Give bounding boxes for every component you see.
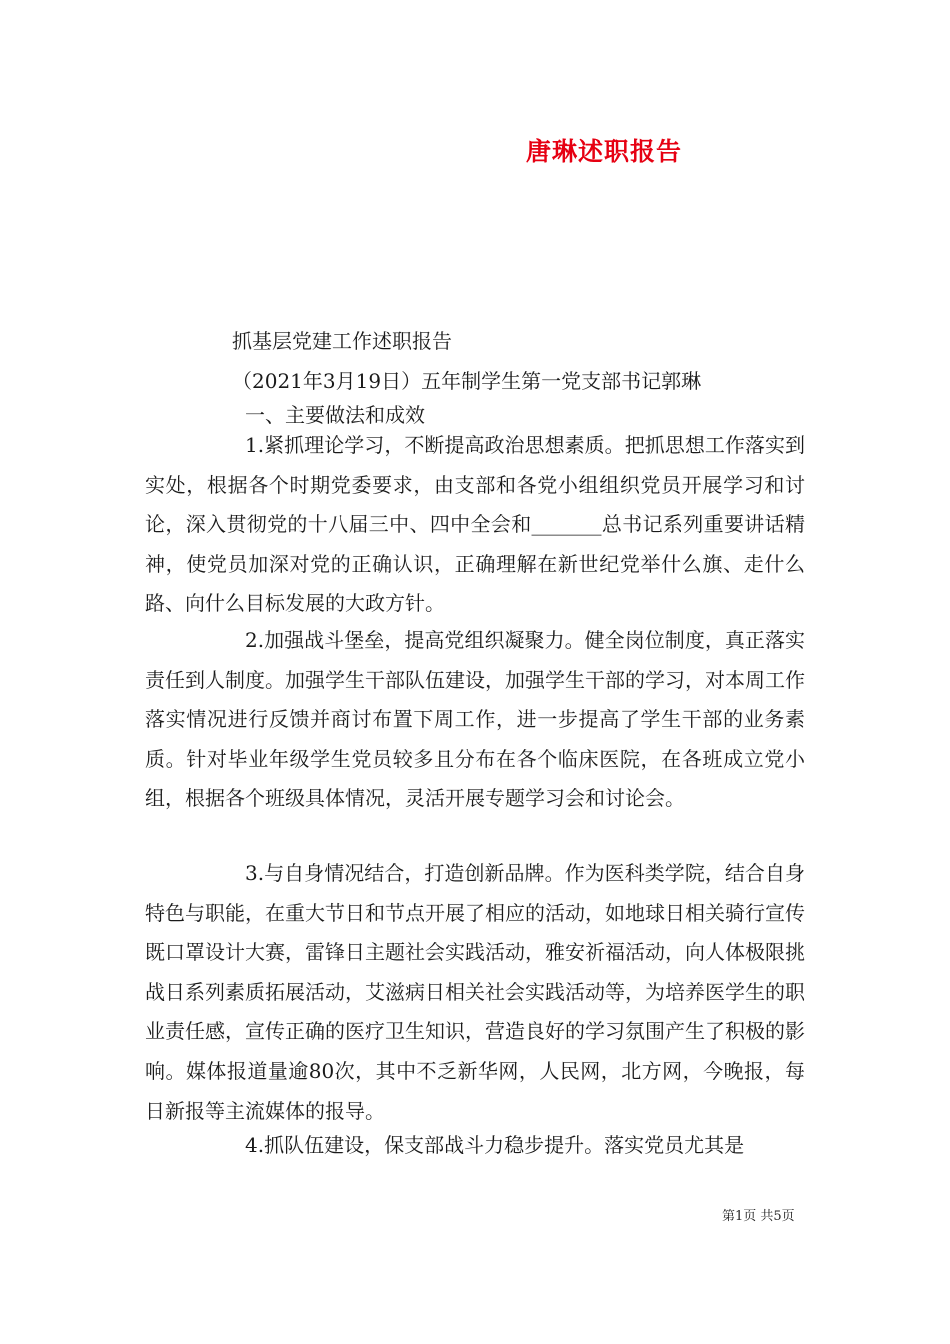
paragraph-3: 3.与自身情况结合，打造创新品牌。作为医科类学院，结合自身特色与职能，在重大节日和节点开展了相应的活动，如地球日相关骑行宣传既口罩设计大赛，雷锋日主题社会实践活动，雅安祈福活动，向人体极限挑战日系列素质拓展活动，艾滋病日相关社会实践活动等，为培养医学生的职业责任感，宣传正确的医疗卫生知识，营造良好的学习氛围产生了积极的影响。媒体报道量逾80次，其中不乏新华网，人民网，北方网，今晚报，每日新报等主流媒体的报导。 [145, 861, 805, 1123]
paragraph-1: 1.紧抓理论学习，不断提高政治思想素质。把抓思想工作落实到实处，根据各个时期党委要求，由支部和各党小组组织党员开展学习和讨论，深入贯彻党的十八届三中、四中全会和_______总书记系列重要讲话精神，使党员加深对党的正确认识，正确理解在新世纪党举什么旗、走什么路、向什么目标发展的大政方针。 [145, 433, 805, 616]
page-number-footer: 第1页 共5页 [722, 1209, 795, 1224]
report-dateline: （2021年3月19日）五年制学生第一党支部书记郭琳 [232, 369, 702, 393]
document-title: 唐琳述职报告 [526, 137, 683, 166]
report-subtitle: 抓基层党建工作述职报告 [232, 329, 452, 353]
paragraph-2: 2.加强战斗堡垒，提高党组织凝聚力。健全岗位制度，真正落实责任到人制度。加强学生干部队伍建设，加强学生干部的学习，对本周工作落实情况进行反馈并商讨布置下周工作，进一步提高了学生干部的业务素质。针对毕业年级学生党员较多且分布在各个临床医院，在各班成立党小组，根据各个班级具体情况，灵活开展专题学习会和讨论会。 [145, 628, 805, 811]
paragraph-4: 4.抓队伍建设，保支部战斗力稳步提升。落实党员尤其是 [245, 1133, 745, 1157]
section-heading: 一、主要做法和成效 [245, 403, 425, 427]
